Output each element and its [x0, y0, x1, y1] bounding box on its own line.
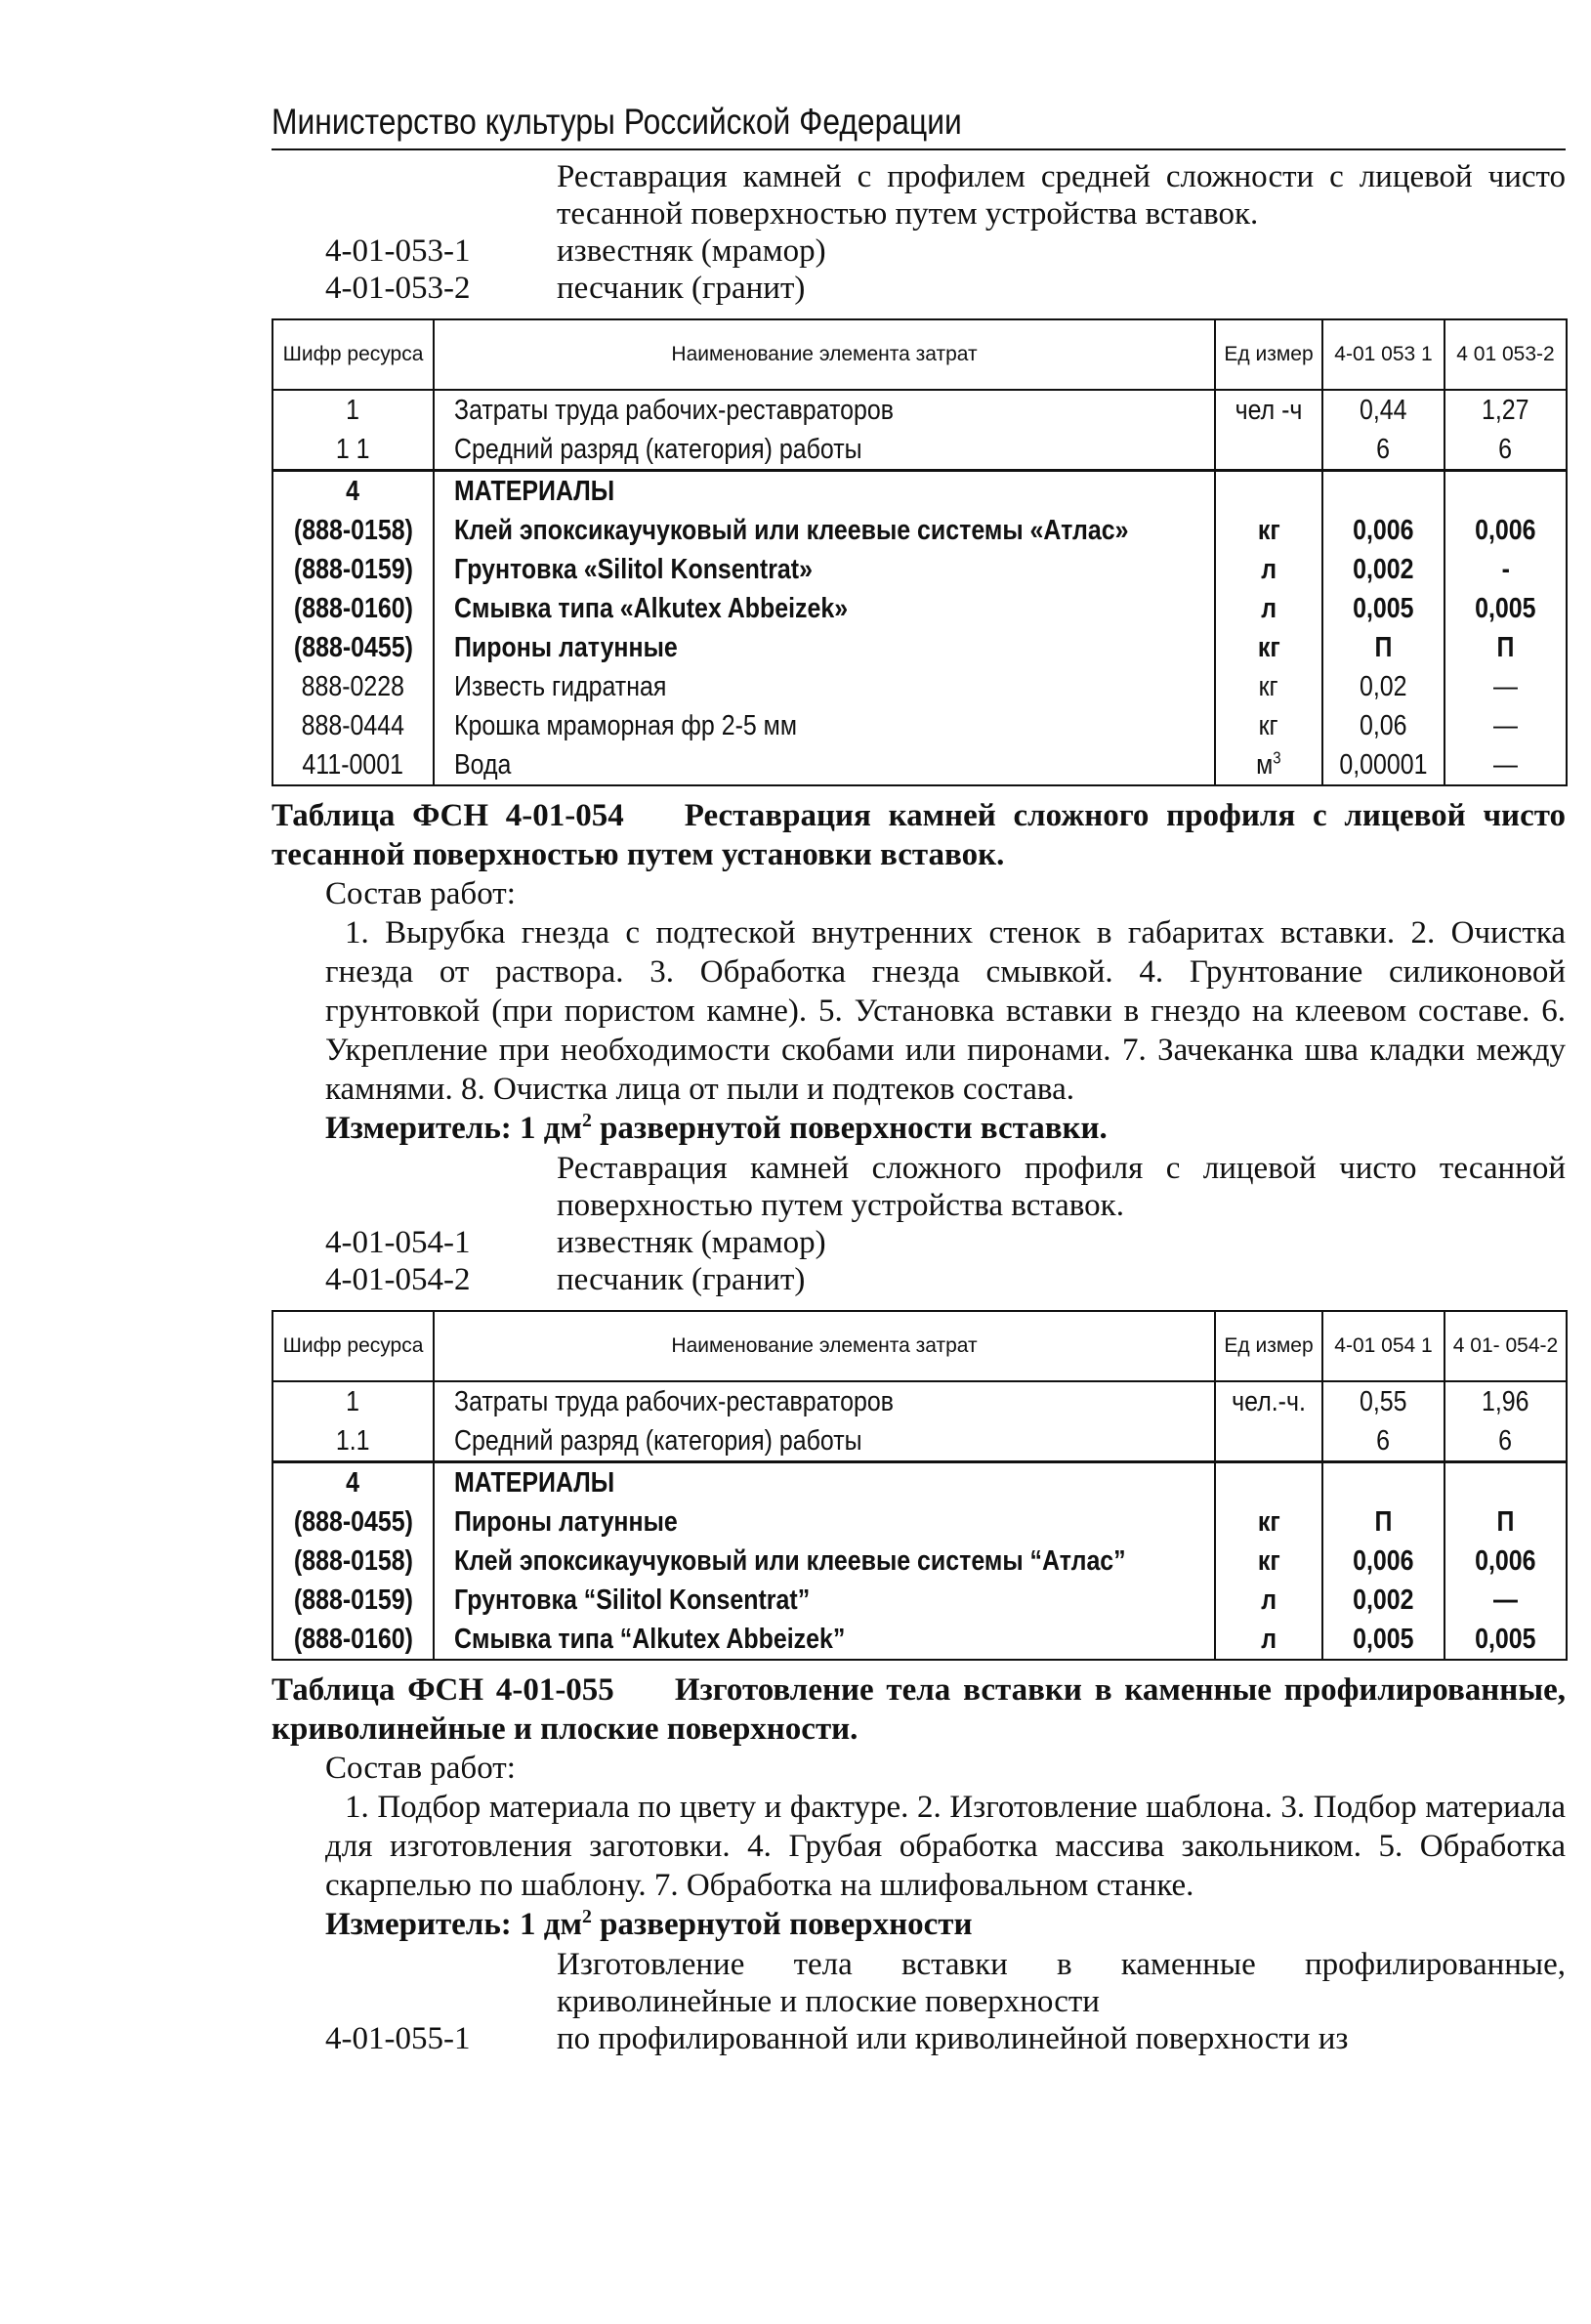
cell-v1: 0,005 — [1353, 592, 1414, 624]
cell-code: 4 — [346, 1466, 360, 1499]
table-row — [272, 745, 1567, 785]
hang-intro-054 — [272, 1150, 1566, 1224]
cell-unit: л — [1261, 1584, 1277, 1616]
table-row — [272, 706, 1567, 745]
table-row — [272, 667, 1567, 706]
cell-v2: — — [1493, 1584, 1518, 1616]
cell-name: Средний разряд (категория) работы — [454, 1424, 862, 1457]
table-row — [272, 1381, 1567, 1421]
work-code: 4-01-053-1 — [325, 233, 471, 269]
meter-line: Измеритель: 1 $дм^2$ развернутой поверхности — [325, 1906, 973, 1942]
work-text: известняк (мрамор) — [557, 1225, 826, 1260]
table-row — [272, 1620, 1567, 1660]
cell-unit: чел -ч — [1235, 394, 1303, 426]
table-row — [272, 1462, 1567, 1503]
cell-code: 411-0001 — [302, 748, 404, 781]
hang-intro-055 — [272, 1946, 1566, 2020]
cell-v1: 0,02 — [1360, 670, 1407, 702]
cell-v1: 0,002 — [1353, 553, 1414, 585]
table-row — [272, 550, 1567, 589]
cell-name: Грунтовка «Silitol Konsentrat» — [454, 553, 813, 585]
header-unit: Ед измер — [1215, 319, 1322, 390]
table-row — [272, 1581, 1567, 1620]
cell-code: 1 1 — [336, 433, 370, 465]
hang-row — [272, 1224, 1566, 1261]
cell-v2: — — [1493, 670, 1518, 702]
cell-name: Смывка типа “Alkutex Abbeizek” — [454, 1623, 846, 1655]
intro-text: Реставрация камней с профилем средней сложности с лицевой чисто тесанной поверхностью путем устройства вставок. — [557, 159, 1566, 232]
work-text: песчаник (гранит) — [557, 1262, 806, 1297]
section-label: Таблица ФСН 4-01-055 — [272, 1672, 614, 1708]
cell-name: Затраты труда рабочих-реставраторов — [454, 394, 895, 426]
cell-name: Пироны латунные — [454, 1505, 678, 1538]
meter-superscript: 2 — [581, 1110, 592, 1131]
cell-v2: - — [1501, 553, 1510, 585]
cell-v1: 0,006 — [1353, 514, 1414, 546]
cell-code: 888-0444 — [301, 709, 405, 741]
intro-text: Изготовление тела вставки в каменные профилированные, криволинейные и плоские поверхности — [557, 1947, 1566, 2019]
header-col1: 4-01 053 1 — [1322, 319, 1444, 390]
table-row — [272, 589, 1567, 628]
table-row — [272, 430, 1567, 471]
hang-intro-053 — [272, 158, 1566, 232]
work-text: по профилированной или криволинейной поверхности из — [557, 2021, 1349, 2056]
document-page — [272, 98, 1566, 2057]
cell-code: (888-0159) — [293, 553, 413, 585]
cell-v2: П — [1496, 631, 1515, 663]
resource-table-054 — [272, 1310, 1568, 1661]
works-list: 1. Подбор материала по цвету и фактуре. 2. Изготовление шаблона. 3. Подбор материала для изготовления заготовки. 4. Грубая обработка массива закольником. 5. Обработка скарпелью по шаблону. 7. Обработка на шлифовальном станке. — [325, 1790, 1566, 1903]
cell-name: Крошка мраморная фр 2-5 мм — [454, 709, 797, 741]
table-row — [272, 1421, 1567, 1462]
cell-unit: кг — [1257, 514, 1280, 546]
work-code: 4-01-054-2 — [325, 1262, 471, 1297]
page-header: Министерство культуры Российской Федерации — [272, 102, 962, 142]
header-code: Шифр ресурса — [272, 319, 434, 390]
header-name: Наименование элемента затрат — [434, 319, 1215, 390]
cell-v2: 0,005 — [1475, 1623, 1536, 1655]
cell-unit: кг — [1258, 709, 1278, 741]
cell-v2: 0,006 — [1475, 1544, 1536, 1577]
table-header-row — [272, 1311, 1567, 1381]
cell-v2: 0,005 — [1475, 592, 1536, 624]
cell-unit: $м^3$ — [1256, 746, 1281, 781]
section-title: Реставрация камней сложного профиля с лицевой чисто тесанной поверхностью путем установки вставок. — [272, 798, 1566, 872]
cell-code: 888-0228 — [301, 670, 405, 702]
work-code: 4-01-055-1 — [325, 2021, 471, 2056]
cell-v1: 6 — [1376, 1424, 1391, 1457]
cell-name: Грунтовка “Silitol Konsentrat” — [454, 1584, 811, 1616]
cell-name: Затраты труда рабочих-реставраторов — [454, 1385, 895, 1417]
table-row — [272, 390, 1567, 430]
block-055 — [272, 1946, 1566, 2057]
cell-code: 1 — [346, 1385, 360, 1417]
cell-v2: 1,96 — [1482, 1385, 1529, 1417]
cell-v1: П — [1374, 631, 1393, 663]
intro-text: Реставрация камней сложного профиля с лицевой чисто тесанной поверхностью путем устройства вставок. — [557, 1151, 1566, 1223]
cell-v2: — — [1493, 748, 1518, 781]
table-row — [272, 511, 1567, 550]
hang-row — [272, 1261, 1566, 1298]
header-unit: Ед измер — [1215, 1311, 1322, 1381]
cell-name: Пироны латунные — [454, 631, 678, 663]
cell-name: Смывка типа «Alkutex Abbeizek» — [454, 592, 849, 624]
cell-v2: 1,27 — [1482, 394, 1529, 426]
cell-v1: 0,06 — [1360, 709, 1407, 741]
cell-v1: П — [1374, 1505, 1393, 1538]
meter-superscript: 2 — [581, 1906, 592, 1927]
table-header-row — [272, 319, 1567, 390]
cell-v1: 0,44 — [1360, 394, 1407, 426]
block-053 — [272, 158, 1566, 307]
header-name: Наименование элемента затрат — [434, 1311, 1215, 1381]
cell-name: Известь гидратная — [454, 670, 667, 702]
table-row — [272, 471, 1567, 512]
cell-name: МАТЕРИАЛЫ — [454, 1466, 615, 1499]
works-list: 1. Вырубка гнезда с подтеской внутренних стенок в габаритах вставки. 2. Очистка гнезда от раствора. 3. Обработка гнезда смывкой. 4. Грунтование силиконовой грунтовкой (при пористом камне). 5. Установка вставки в гнездо на клеевом составе. 6. Укрепление при необходимости скобами или пиронами. 7. Зачеканка шва кладки между камнями. 8. Очистка лица от пыли и подтеков состава. — [325, 915, 1566, 1107]
cell-name: Клей эпоксикаучуковый или клеевые системы «Атлас» — [454, 514, 1129, 546]
cell-unit: л — [1261, 592, 1277, 624]
header-col2: 4 01 053-2 — [1444, 319, 1567, 390]
header-rule — [272, 148, 1566, 150]
cell-v2: П — [1496, 1505, 1515, 1538]
cell-unit: чел.-ч. — [1232, 1385, 1306, 1417]
header-col1: 4-01 054 1 — [1322, 1311, 1444, 1381]
section-title-054 — [272, 796, 1566, 874]
section-label: Таблица ФСН 4-01-054 — [272, 798, 624, 833]
cell-code: 1.1 — [336, 1424, 370, 1457]
hang-row — [272, 270, 1566, 307]
work-text: известняк (мрамор) — [557, 233, 826, 269]
cell-code: (888-0159) — [293, 1584, 413, 1616]
cell-v1: 0,002 — [1353, 1584, 1414, 1616]
table-row — [272, 1502, 1567, 1542]
cell-code: (888-0160) — [293, 1623, 413, 1655]
cell-code: (888-0158) — [293, 1544, 413, 1577]
cell-v2: 0,006 — [1475, 514, 1536, 546]
cell-name: Клей эпоксикаучуковый или клеевые системы “Атлас” — [454, 1544, 1126, 1577]
table-row — [272, 1542, 1567, 1581]
cell-unit: кг — [1258, 670, 1278, 702]
works-label: Состав работ: — [325, 1751, 516, 1786]
table-row — [272, 628, 1567, 667]
cell-name: Вода — [454, 748, 512, 781]
cell-unit: кг — [1257, 1505, 1280, 1538]
cell-code: (888-0158) — [293, 514, 413, 546]
unit-superscript: 3 — [1273, 746, 1281, 767]
cell-name: Средний разряд (категория) работы — [454, 433, 862, 465]
works-label: Состав работ: — [325, 876, 516, 911]
cell-v1: 6 — [1376, 433, 1391, 465]
cell-v1: 0,55 — [1360, 1385, 1407, 1417]
cell-code: 1 — [346, 394, 360, 426]
cell-v2: 6 — [1498, 1424, 1513, 1457]
work-code: 4-01-054-1 — [325, 1225, 471, 1260]
block-054 — [272, 1150, 1566, 1298]
cell-unit: л — [1261, 1623, 1277, 1655]
cell-code: 4 — [346, 475, 360, 507]
hang-row — [272, 232, 1566, 270]
cell-code: (888-0160) — [293, 592, 413, 624]
work-text: песчаник (гранит) — [557, 271, 806, 306]
cell-name: МАТЕРИАЛЫ — [454, 475, 615, 507]
cell-unit: кг — [1257, 631, 1280, 663]
cell-v2: 6 — [1498, 433, 1513, 465]
header-col2: 4 01- 054-2 — [1444, 1311, 1567, 1381]
section-title-055 — [272, 1670, 1566, 1749]
cell-code: (888-0455) — [293, 631, 413, 663]
cell-v1: 0,00001 — [1339, 748, 1428, 781]
meter-line: Измеритель: 1 $дм^2$ развернутой поверхности вставки. — [325, 1110, 1108, 1146]
cell-v1: 0,006 — [1353, 1544, 1414, 1577]
cell-code: (888-0455) — [293, 1505, 413, 1538]
resource-table-053 — [272, 318, 1568, 786]
cell-unit: кг — [1257, 1544, 1280, 1577]
work-code: 4-01-053-2 — [325, 271, 471, 306]
cell-v2: — — [1493, 709, 1518, 741]
hang-row — [272, 2020, 1566, 2057]
section-title: Изготовление тела вставки в каменные профилированные, криволинейные и плоские поверхности. — [272, 1672, 1566, 1747]
cell-unit: л — [1261, 553, 1277, 585]
header-code: Шифр ресурса — [272, 1311, 434, 1381]
cell-v1: 0,005 — [1353, 1623, 1414, 1655]
